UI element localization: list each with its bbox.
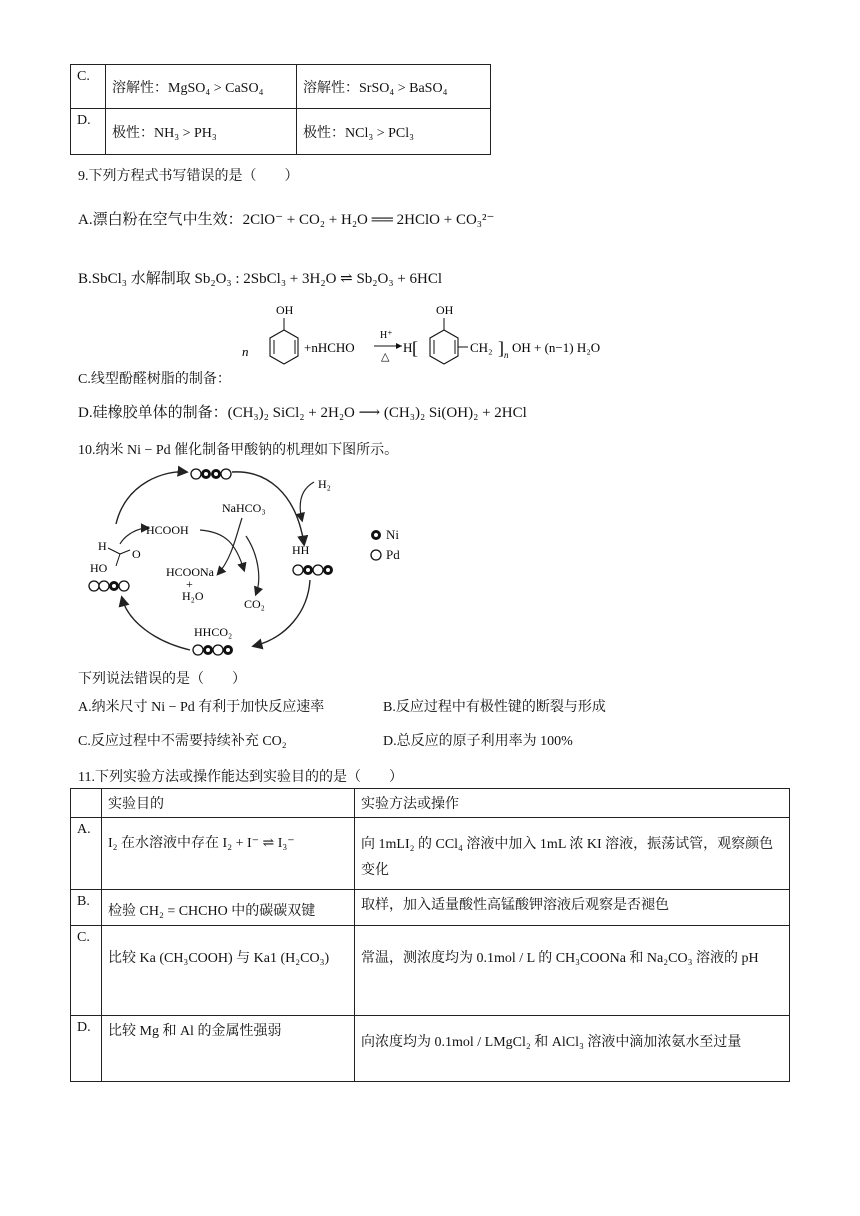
- row-label: D.: [71, 1016, 102, 1082]
- q9-option-d: D.硅橡胶单体的制备：(CH₃)₂ SiCl₂ + 2H₂O ⟶ (CH₃)₂ Si(OH)₂ + 2HCl: [78, 405, 527, 421]
- header-blank: [71, 789, 102, 818]
- h2-label: H₂: [318, 477, 331, 491]
- q9-option-b: B.SbCl₃ 水解制取 Sb₂O₃ : 2SbCl₃ + 3H₂O ⇌ Sb₂O₃ + 6HCl: [78, 271, 443, 287]
- option-right: 极性：NCl₃ > PCl₃: [297, 109, 491, 155]
- catalyst-label: H⁺: [380, 330, 393, 341]
- row-method: 取样，加入适量酸性高锰酸钾溶液后观察是否褪色: [355, 890, 790, 926]
- q10-option-d: D.总反应的原子利用率为 100%: [383, 734, 573, 749]
- option-left: 溶解性：MgSO₄ > CaSO₄: [106, 65, 297, 109]
- hcho-label: +nHCHO: [304, 340, 355, 355]
- hcoona-label: HCOONa: [166, 565, 214, 579]
- q10-option-b: B.反应过程中有极性键的断裂与形成: [383, 700, 606, 715]
- q10-sub: 下列说法错误的是（ ）: [78, 672, 246, 687]
- cluster-left: [89, 581, 129, 591]
- formate-h-label: H: [98, 539, 107, 553]
- q10-option-c: C.反应过程中不需要持续补充 CO₂: [78, 734, 287, 749]
- co2-label: CO₂: [244, 597, 265, 611]
- header-goal: 实验目的: [102, 789, 355, 818]
- legend-ni-label: Ni: [386, 527, 399, 542]
- option-left: 极性：NH₃ > PH₃: [106, 109, 297, 155]
- q11-table: [70, 788, 790, 1082]
- row-label: B.: [71, 890, 102, 926]
- q9-option-a: A.漂白粉在空气中生效：2ClO⁻ + CO₂ + H₂O ══ 2HClO + CO₃²⁻: [78, 212, 495, 228]
- h-end-label: H: [403, 340, 413, 355]
- cluster-right: [293, 565, 333, 575]
- cluster-top: [191, 469, 231, 479]
- option-label: D.: [71, 109, 106, 155]
- heat-label: △: [381, 351, 390, 363]
- pd-atom-icon: [370, 549, 382, 561]
- options-table-top: [70, 64, 491, 155]
- product-tail: OH + (n−1) H₂O: [512, 340, 601, 355]
- q10-stem: 10.纳米 Ni − Pd 催化制备甲酸钠的机理如下图所示。: [78, 443, 399, 458]
- legend-pd-label: Pd: [386, 547, 400, 562]
- q9-option-c: C.线型酚醛树脂的制备：: [78, 372, 231, 387]
- plus-label: +: [186, 577, 193, 591]
- header-method: 实验方法或操作: [355, 789, 790, 818]
- ni-atom-icon: [370, 529, 382, 541]
- row-method: 向浓度均为 0.1mol / LMgCl₂ 和 AlCl₃ 溶液中滴加浓氨水至过量: [355, 1016, 790, 1082]
- option-label: C.: [71, 65, 106, 109]
- row-method: 常温，测浓度均为 0.1mol / L 的 CH₃COONa 和 Na₂CO₃ 溶液的 pH: [355, 926, 790, 1016]
- row-goal: 比较 Mg 和 Al 的金属性强弱: [102, 1016, 355, 1082]
- row-goal: 比较 Ka (CH₃COOH) 与 Ka1 (H₂CO₃): [102, 926, 355, 1016]
- legend-ni: [370, 527, 400, 543]
- coef-n: n: [242, 344, 249, 359]
- subscript-n: n: [504, 350, 509, 360]
- row-method: 向 1mLI₂ 的 CCl₄ 溶液中加入 1mL 浓 KI 溶液，振荡试管，观察颜色变化: [355, 818, 790, 890]
- q10-option-a: A.纳米尺寸 Ni − Pd 有利于加快反应速率: [78, 700, 325, 715]
- hhco2-label: HHCO₂: [194, 625, 233, 639]
- row-goal: I₂ 在水溶液中存在 I₂ + I⁻ ⇌ I₃⁻: [102, 818, 355, 890]
- h2o-label: H₂O: [182, 589, 204, 603]
- hh-label: HH: [292, 543, 310, 557]
- phenolic-resin-equation: [240, 298, 640, 388]
- svg-text:]: ]: [498, 338, 504, 358]
- q9-stem: 9.下列方程式书写错误的是（ ）: [78, 169, 299, 184]
- svg-text:[: [: [412, 338, 418, 358]
- cluster-bottom: [193, 645, 233, 655]
- hcooh-label: HCOOH: [146, 523, 189, 537]
- option-right: 溶解性：SrSO₄ > BaSO₄: [297, 65, 491, 109]
- formate-o-label: O: [132, 547, 141, 561]
- row-goal: 检验 CH₂ = CHCHO 中的碳碳双键: [102, 890, 355, 926]
- legend-pd: [370, 547, 400, 563]
- row-label: A.: [71, 818, 102, 890]
- q11-stem: 11.下列实验方法或操作能达到实验目的的是（ ）: [78, 770, 403, 785]
- mechanism-diagram: [86, 462, 426, 664]
- legend: [370, 527, 400, 563]
- oh-label-1: OH: [276, 303, 294, 317]
- oh-label-2: OH: [436, 303, 454, 317]
- row-label: C.: [71, 926, 102, 1016]
- formate-ho-label: HO: [90, 561, 108, 575]
- nahco3-label: NaHCO₃: [222, 501, 266, 515]
- ch2-label: CH₂: [470, 340, 493, 355]
